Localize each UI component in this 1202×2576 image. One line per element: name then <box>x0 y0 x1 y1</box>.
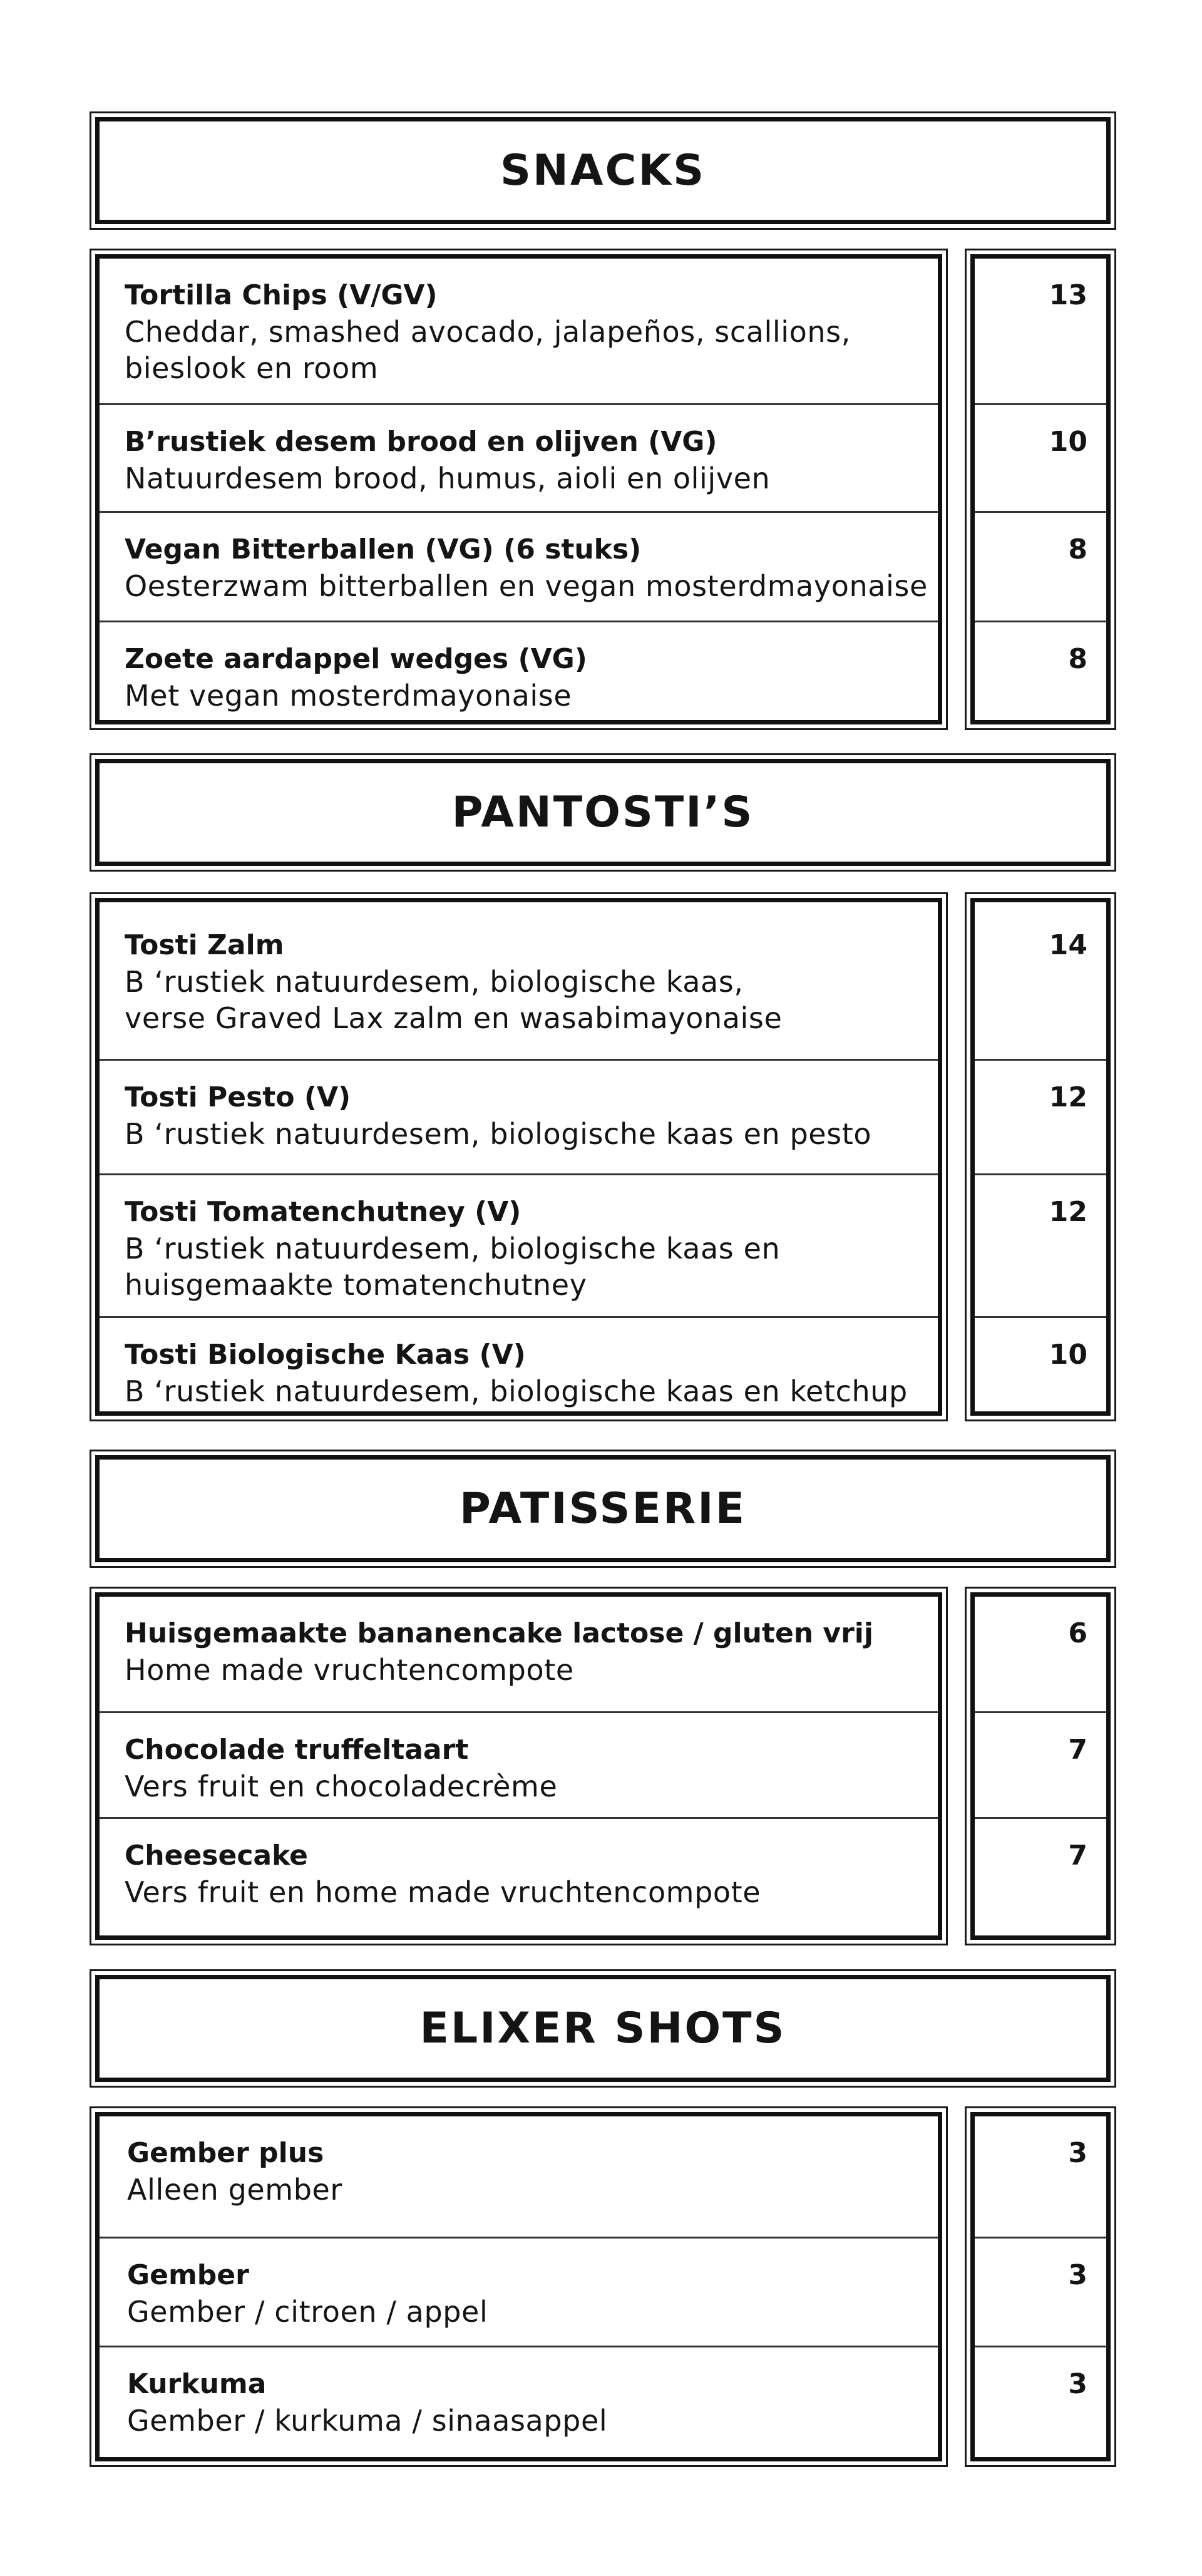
item-price: 12 <box>1049 1081 1087 1113</box>
prices-box-patisserie <box>965 1587 1116 1945</box>
item-description: Oesterzwam bitterballen en vegan mosterdmayonaise <box>125 569 928 603</box>
items-box-elixer-shots <box>90 2106 948 2467</box>
list-item <box>100 1061 938 1173</box>
list-item <box>100 2239 938 2346</box>
item-description: B ‘rustiek natuurdesem, biologische kaas en huisgemaakte tomatenchutney <box>125 1232 781 1302</box>
item-name: Vegan Bitterballen (VG) (6 stuks) <box>125 533 642 565</box>
list-item <box>100 902 938 1059</box>
section-title: SNACKS <box>500 145 706 195</box>
item-price: 6 <box>1068 1617 1087 1649</box>
prices-box-pantostis <box>965 892 1116 1421</box>
item-price: 8 <box>1068 533 1087 565</box>
section-header-pantostis <box>90 753 1116 872</box>
list-item <box>100 1175 938 1316</box>
item-price: 3 <box>1068 2259 1087 2291</box>
item-price: 12 <box>1049 1196 1087 1228</box>
item-description: B ‘rustiek natuurdesem, biologische kaas en pesto <box>125 1117 872 1151</box>
item-price: 10 <box>1049 426 1087 458</box>
list-item <box>100 1819 938 1939</box>
item-name: Gember plus <box>127 2137 324 2169</box>
item-name: B’rustiek desem brood en olijven (VG) <box>125 426 717 458</box>
items-box-snacks <box>90 249 948 730</box>
item-name: Tosti Biologische Kaas (V) <box>125 1339 526 1371</box>
item-price: 8 <box>1068 643 1087 675</box>
section-header-patisserie <box>90 1450 1116 1568</box>
list-item <box>100 259 938 403</box>
item-description: Gember / kurkuma / sinaasappel <box>127 2404 608 2438</box>
item-name: Gember <box>127 2259 249 2291</box>
item-price: 3 <box>1068 2368 1087 2400</box>
item-name: Tosti Pesto (V) <box>125 1081 351 1113</box>
item-description: Cheddar, smashed avocado, jalapeños, scallions, bieslook en room <box>125 315 851 385</box>
item-description: Alleen gember <box>127 2173 342 2207</box>
list-item <box>100 513 938 621</box>
section-header-snacks <box>90 111 1116 230</box>
items-box-patisserie <box>90 1587 948 1945</box>
item-name: Cheesecake <box>125 1840 309 1872</box>
item-price: 3 <box>1068 2137 1087 2169</box>
section-title: PANTOSTI’S <box>451 787 754 837</box>
list-item <box>100 1713 938 1817</box>
list-item <box>100 1318 938 1415</box>
item-price: 14 <box>1049 929 1087 961</box>
list-item <box>100 405 938 511</box>
item-description: Natuurdesem brood, humus, aioli en olijven <box>125 461 771 495</box>
item-name: Zoete aardappel wedges (VG) <box>125 643 587 675</box>
item-description: Vers fruit en chocoladecrème <box>125 1770 558 1803</box>
item-description: Met vegan mosterdmayonaise <box>125 679 572 713</box>
section-title: PATISSERIE <box>459 1483 747 1533</box>
item-description: Gember / citroen / appel <box>127 2295 488 2329</box>
item-price: 7 <box>1068 1840 1087 1872</box>
item-name: Tortilla Chips (V/GV) <box>125 279 438 311</box>
item-price: 10 <box>1049 1339 1087 1371</box>
list-item <box>100 2347 938 2461</box>
items-box-pantostis <box>90 892 948 1421</box>
list-item <box>100 2116 938 2237</box>
section-title: ELIXER SHOTS <box>419 2003 786 2053</box>
item-price: 7 <box>1068 1734 1087 1766</box>
section-header-elixer-shots <box>90 1969 1116 2088</box>
item-name: Tosti Zalm <box>125 929 284 961</box>
list-item <box>100 622 938 724</box>
item-name: Kurkuma <box>127 2368 267 2400</box>
item-description: B ‘rustiek natuurdesem, biologische kaas en ketchup <box>125 1374 908 1408</box>
item-name: Chocolade truffeltaart <box>125 1734 469 1766</box>
item-price: 13 <box>1049 279 1087 311</box>
item-description: Vers fruit en home made vruchtencompote <box>125 1875 761 1909</box>
item-name: Tosti Tomatenchutney (V) <box>125 1196 521 1228</box>
prices-box-elixer-shots <box>965 2106 1116 2467</box>
list-item <box>100 1597 938 1711</box>
item-description: B ‘rustiek natuurdesem, biologische kaas, verse Graved Lax zalm en wasabimayonaise <box>125 965 783 1035</box>
prices-box-snacks <box>965 249 1116 730</box>
item-description: Home made vruchtencompote <box>125 1653 574 1687</box>
item-name: Huisgemaakte bananencake lactose / gluten vrij <box>125 1617 873 1649</box>
